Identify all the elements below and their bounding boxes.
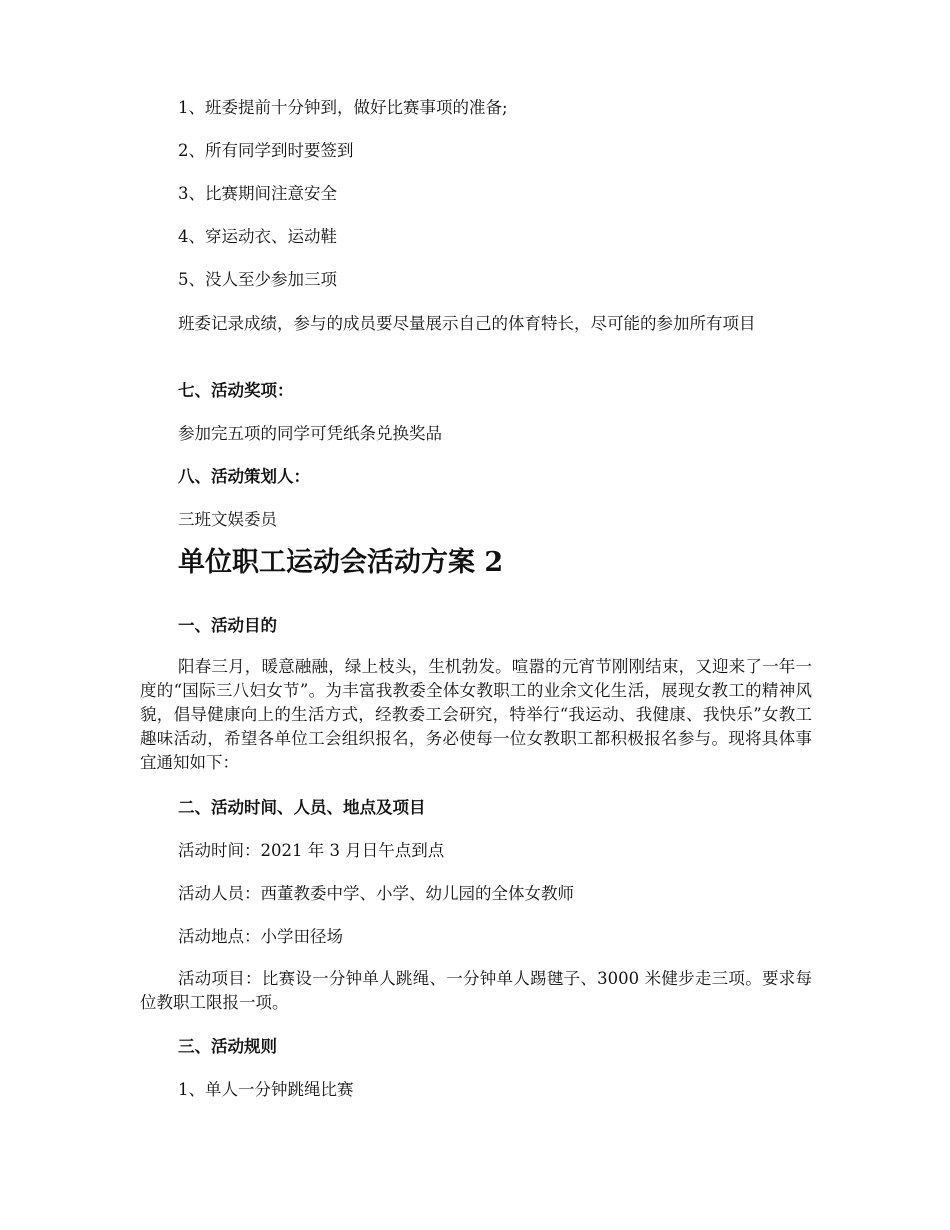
list-item-2: 2、所有同学到时要签到 <box>178 141 354 160</box>
purpose-heading: 一、活动目的 <box>178 616 277 635</box>
rules-heading: 三、活动规则 <box>178 1037 277 1056</box>
rule-1: 1、单人一分钟跳绳比赛 <box>178 1080 354 1099</box>
list-item-4: 4、穿运动衣、运动鞋 <box>178 227 337 246</box>
section8-text: 三班文娱委员 <box>178 510 277 529</box>
record-paragraph: 班委记录成绩，参与的成员要尽量展示自己的体育特长，尽可能的参加所有项目 <box>178 314 756 333</box>
activity-items: 活动项目：比赛设一分钟单人跳绳、一分钟单人踢毽子、3000 米健步走三项。要求每位教职工限报一项。 <box>140 969 812 1012</box>
list-item-5: 5、没人至少参加三项 <box>178 270 337 289</box>
activity-time: 活动时间：2021 年 3 月日午点到点 <box>178 841 445 860</box>
activity-place: 活动地点：小学田径场 <box>178 927 343 946</box>
plan2-title: 单位职工运动会活动方案 2 <box>178 547 504 578</box>
time-heading: 二、活动时间、人员、地点及项目 <box>178 798 426 817</box>
section7-heading: 七、活动奖项： <box>178 381 294 400</box>
section8-heading: 八、活动策划人： <box>178 467 310 486</box>
list-item-1: 1、班委提前十分钟到，做好比赛事项的准备; <box>178 98 508 117</box>
purpose-paragraph: 阳春三月，暖意融融，绿上枝头，生机勃发。喧嚣的元宵节刚刚结束，又迎来了一年一度的“国际三八妇女节”。为丰富我教委全体女教职工的业余文化生活，展现女教工的精神风貌，倡导健康向上的生活方式，经教委工会研究，特举行“我运动、我健康、我快乐”女教工趣味活动，希望各单位工会组织报名，务必使每一位女教职工都积极报名参与。现将具体事宜通知如下： <box>140 657 812 772</box>
activity-people: 活动人员：西董教委中学、小学、幼儿园的全体女教师 <box>178 884 574 903</box>
list-item-3: 3、比赛期间注意安全 <box>178 184 337 203</box>
section7-text: 参加完五项的同学可凭纸条兑换奖品 <box>178 424 442 443</box>
